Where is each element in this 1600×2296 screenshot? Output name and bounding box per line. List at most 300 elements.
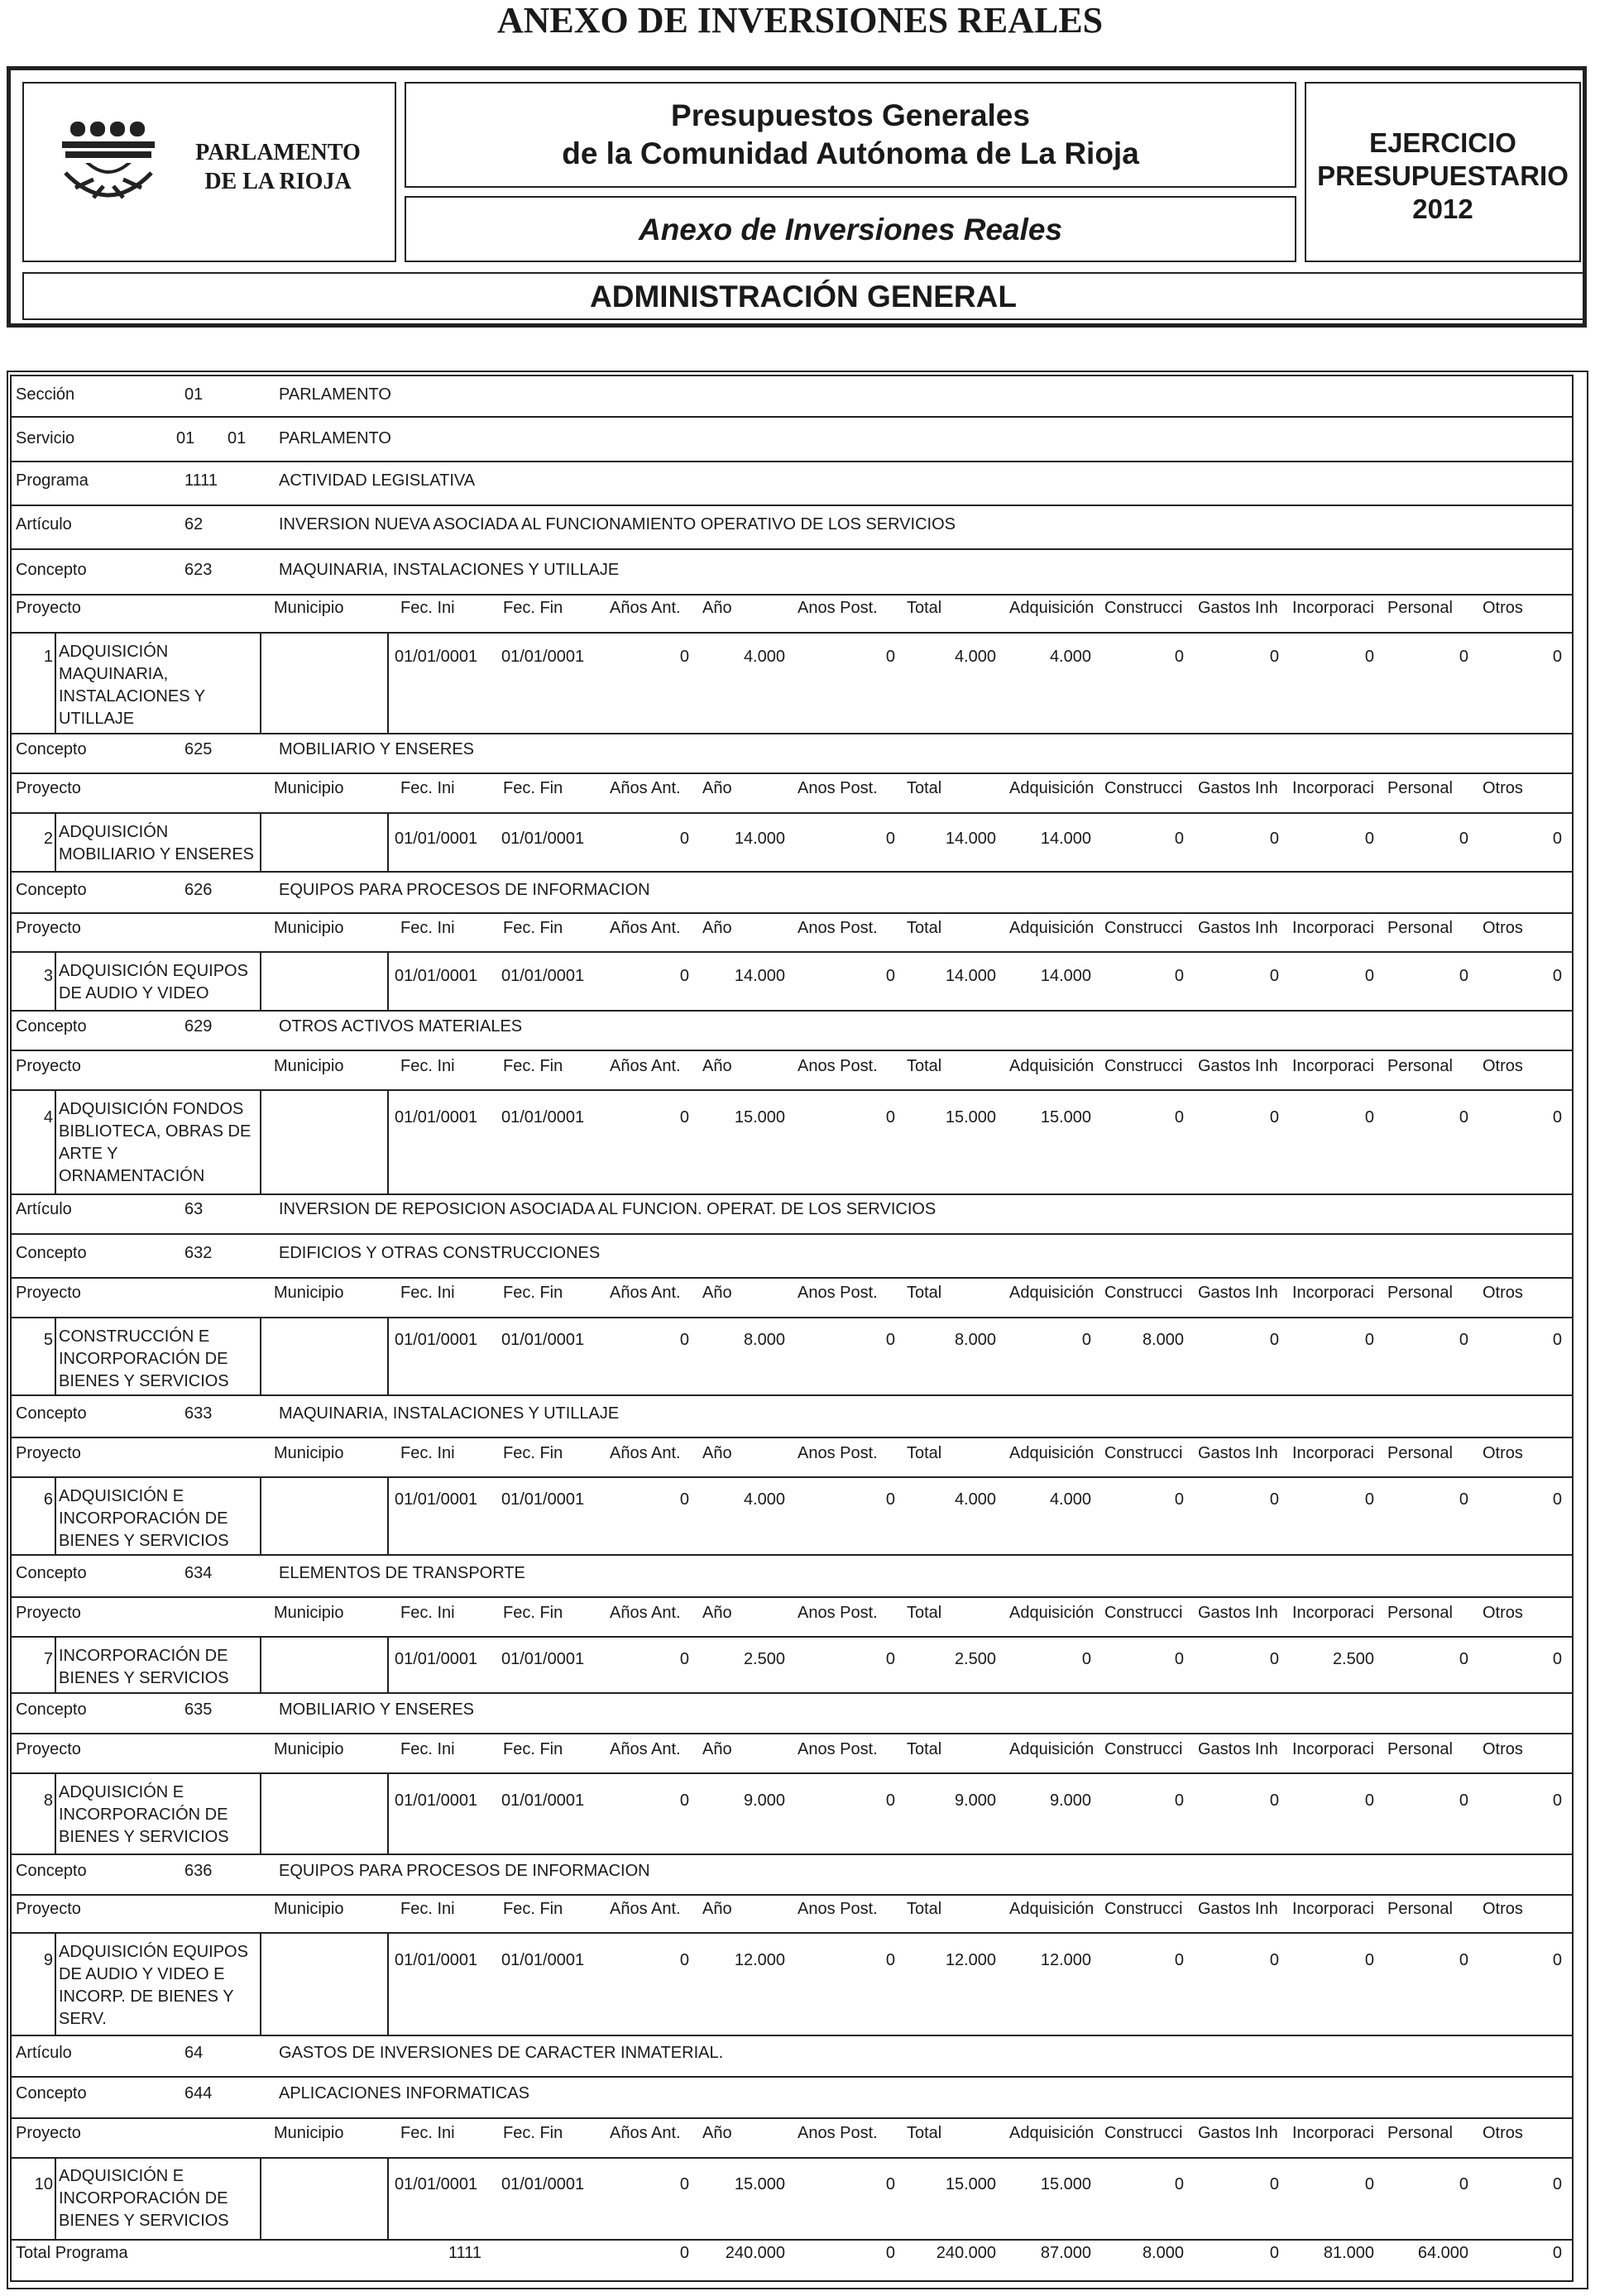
row-divider [12,2157,1572,2159]
column-header: Construcci [1104,1057,1183,1075]
column-header: Años Ant. [610,919,681,937]
project-fec-fin: 01/01/0001 [501,1108,585,1126]
column-divider [55,951,56,1010]
row-divider [12,951,1572,953]
row-name: MAQUINARIA, INSTALACIONES Y UTILLAJE [279,1404,620,1423]
project-description: ADQUISICIÓN E INCORPORACIÓN DE BIENES Y SERVICIOS [59,1487,229,1550]
row-label: Concepto [16,2084,87,2102]
project-description: CONSTRUCCIÓN E INCORPORACIÓN DE BIENES Y SERVICIOS [59,1327,229,1390]
project-incorporacion: 0 [1364,1331,1374,1349]
column-divider [387,1932,389,2035]
row-label: Artículo [16,515,72,533]
row-divider [12,505,1572,506]
column-divider [55,1476,56,1554]
row-label: Programa [16,471,89,490]
column-header: Años Ant. [610,599,681,617]
column-header: Años Ant. [610,1900,681,1918]
column-divider [387,1772,389,1854]
total-incorporacion: 81.000 [1323,2244,1374,2262]
project-ano: 9.000 [743,1791,785,1810]
row-divider [12,812,1572,814]
project-number: 5 [43,1331,53,1349]
project-fec-ini: 01/01/0001 [395,648,478,666]
row-code: 635 [184,1700,213,1719]
column-header: Construcci [1104,1900,1183,1918]
row-label: Concepto [16,1017,87,1036]
project-description: ADQUISICIÓN E INCORPORACIÓN DE BIENES Y SERVICIOS [59,2167,229,2230]
column-header: Municipio [274,2124,344,2142]
column-header: Fec. Ini [400,599,455,617]
row-label: Concepto [16,1244,87,1262]
column-header: Fec. Ini [400,2124,455,2142]
project-fec-fin: 01/01/0001 [501,1951,585,1969]
column-header: Incorporaci [1292,919,1374,937]
column-header: Año [702,919,732,937]
row-divider [12,1596,1572,1598]
column-header: Construcci [1104,1740,1183,1758]
row-label: Concepto [16,1700,87,1719]
project-personal: 0 [1459,648,1468,666]
column-header: Años Ant. [610,2124,681,2142]
total-construccion: 8.000 [1142,2244,1184,2262]
column-header: Total [907,599,942,617]
column-header: Fec. Fin [503,1284,563,1302]
column-header: Personal [1387,1604,1453,1622]
column-header: Fec. Fin [503,919,563,937]
row-code: 01 [176,429,195,447]
column-header: Años Ant. [610,1284,681,1302]
project-construccion: 0 [1174,648,1184,666]
row-divider [12,2117,1572,2119]
project-fec-ini: 01/01/0001 [395,1108,478,1126]
project-anos-ant: 0 [679,1490,689,1509]
column-header: Municipio [274,1057,344,1075]
column-header: Años Ant. [610,1444,681,1462]
row-code: 623 [184,561,213,579]
project-ano: 8.000 [743,1331,785,1349]
ejercicio-year: 2012 [1412,194,1473,224]
project-description: ADQUISICIÓN FONDOS BIBLIOTECA, OBRAS DE ARTE Y ORNAMENTACIÓN [59,1100,251,1185]
column-header: Fec. Fin [503,599,563,617]
row-divider [12,1010,1572,1012]
column-divider [387,2157,389,2239]
row-code: 1111 [184,471,218,490]
row-code: 01 [184,385,204,404]
column-header: Gastos Inh [1198,1900,1278,1918]
total-label: Total Programa [16,2244,128,2262]
row-divider [12,1692,1572,1694]
row-name: MOBILIARIO Y ENSERES [279,740,475,758]
column-header: Año [702,599,732,617]
row-code: 63 [184,1200,204,1218]
column-divider [387,1089,389,1193]
project-gastos-inh: 0 [1269,1791,1279,1810]
column-header: Años Ant. [610,1604,681,1622]
column-header: Fec. Ini [400,1604,455,1622]
presupuestos-box [405,82,1296,188]
project-adquisicion: 4.000 [1049,1490,1091,1509]
project-ano: 14.000 [734,967,785,985]
project-anos-post: 0 [885,1951,895,1969]
column-header: Construcci [1104,1284,1183,1302]
column-header: Incorporaci [1292,1604,1374,1622]
column-header: Anos Post. [798,1740,878,1758]
administracion-box: ADMINISTRACIÓN GENERAL [22,272,1584,320]
column-header: Año [702,779,732,797]
parlamento-name [175,138,381,196]
column-header: Personal [1387,599,1453,617]
parlamento-logo-box [22,82,396,262]
page-title: ANEXO DE INVERSIONES REALES [496,0,1104,41]
column-header: Anos Post. [798,2124,878,2142]
project-fec-fin: 01/01/0001 [501,1791,585,1810]
project-gastos-inh: 0 [1269,830,1279,848]
row-name: EDIFICIOS Y OTRAS CONSTRUCCIONES [279,1244,601,1262]
project-gastos-inh: 0 [1269,1331,1279,1349]
column-header: Municipio [274,1740,344,1758]
column-header: Total [907,1740,942,1758]
project-description: ADQUISICIÓN EQUIPOS DE AUDIO Y VIDEO E INCORP. DE BIENES Y SERV. [59,1943,248,2028]
project-otros: 0 [1552,967,1562,985]
row-name: MOBILIARIO Y ENSERES [279,1700,475,1719]
project-total: 9.000 [954,1791,996,1810]
column-header: Incorporaci [1292,779,1374,797]
row-label: Concepto [16,1862,87,1880]
column-header: Año [702,1740,732,1758]
row-divider [12,1554,1572,1556]
row-divider [12,871,1572,873]
project-fec-ini: 01/01/0001 [395,1951,478,1969]
column-header: Construcci [1104,1444,1183,1462]
project-anos-ant: 0 [679,830,689,848]
project-gastos-inh: 0 [1269,1108,1279,1126]
project-number: 3 [43,967,53,985]
project-otros: 0 [1552,1490,1562,1509]
column-divider [55,1089,56,1193]
column-header: Año [702,2124,732,2142]
row-code: 632 [184,1244,213,1262]
project-total: 4.000 [954,1490,996,1509]
column-header: Proyecto [16,1604,81,1622]
project-incorporacion: 0 [1364,2175,1374,2193]
project-adquisicion: 4.000 [1049,648,1091,666]
column-header: Fec. Ini [400,1900,455,1918]
column-header: Construcci [1104,919,1183,937]
row-code: 634 [184,1564,213,1582]
row-code: 644 [184,2084,213,2102]
column-header: Incorporaci [1292,599,1374,617]
column-divider [387,1476,389,1554]
column-header: Anos Post. [798,779,878,797]
column-header: Personal [1387,779,1453,797]
total-otros: 0 [1552,2244,1562,2262]
ejercicio-line-1: EJERCICIO [1369,127,1516,158]
column-header: Adquisición [1009,1057,1095,1075]
column-header: Total [907,1444,942,1462]
project-incorporacion: 2.500 [1332,1650,1374,1668]
column-header: Anos Post. [798,1604,878,1622]
column-header: Proyecto [16,599,81,617]
project-personal: 0 [1459,1490,1468,1509]
row-name: ELEMENTOS DE TRANSPORTE [279,1564,525,1582]
column-header: Incorporaci [1292,1740,1374,1758]
total-anos-ant: 0 [679,2244,689,2262]
column-header: Año [702,1900,732,1918]
row-label: Concepto [16,1404,87,1423]
project-incorporacion: 0 [1364,1108,1374,1126]
project-total: 4.000 [954,648,996,666]
row-code: 625 [184,740,213,758]
project-anos-post: 0 [885,1490,895,1509]
column-header: Fec. Fin [503,2124,563,2142]
project-adquisicion: 0 [1081,1331,1091,1349]
column-header: Adquisición [1009,1740,1095,1758]
column-header: Anos Post. [798,1444,878,1462]
column-header: Adquisición [1009,599,1095,617]
column-header: Fec. Ini [400,1444,455,1462]
project-construccion: 0 [1174,1791,1184,1810]
row-divider [12,1636,1572,1638]
column-header: Personal [1387,1900,1453,1918]
column-header: Incorporaci [1292,2124,1374,2142]
column-header: Otros [1483,1284,1523,1302]
column-divider [387,951,389,1010]
project-ano: 4.000 [743,648,785,666]
row-divider [12,1394,1572,1396]
project-fec-ini: 01/01/0001 [395,2175,478,2193]
row-divider [12,2076,1572,2078]
parlamento-logo-icon [60,120,160,211]
project-total: 15.000 [945,2175,996,2193]
row-divider [12,1193,1572,1195]
column-header: Años Ant. [610,1740,681,1758]
project-description: ADQUISICIÓN E INCORPORACIÓN DE BIENES Y SERVICIOS [59,1783,229,1846]
row-code: 629 [184,1017,213,1036]
column-header: Municipio [274,919,344,937]
project-total: 14.000 [945,967,996,985]
project-construccion: 0 [1174,1650,1184,1668]
column-divider [55,812,56,871]
total-adquisicion: 87.000 [1040,2244,1091,2262]
project-fec-ini: 01/01/0001 [395,1331,478,1349]
project-gastos-inh: 0 [1269,1951,1279,1969]
project-anos-post: 0 [885,648,895,666]
column-header: Gastos Inh [1198,1057,1278,1075]
total-code: 1111 [448,2244,482,2262]
project-adquisicion: 15.000 [1040,2175,1091,2193]
row-divider [12,2035,1572,2036]
project-fec-fin: 01/01/0001 [501,1331,585,1349]
column-header: Proyecto [16,1284,81,1302]
project-total: 12.000 [945,1951,996,1969]
project-personal: 0 [1459,1108,1468,1126]
project-anos-ant: 0 [679,648,689,666]
project-otros: 0 [1552,1331,1562,1349]
row-divider [12,1437,1572,1438]
column-header: Año [702,1604,732,1622]
row-label: Concepto [16,1564,87,1582]
project-adquisicion: 14.000 [1040,967,1091,985]
column-header: Fec. Ini [400,779,455,797]
column-header: Gastos Inh [1198,1284,1278,1302]
row-divider [12,594,1572,596]
column-header: Municipio [274,779,344,797]
row-label: Sección [16,385,75,404]
project-adquisicion: 14.000 [1040,830,1091,848]
project-total: 8.000 [954,1331,996,1349]
row-divider [12,548,1572,550]
row-name: OTROS ACTIVOS MATERIALES [279,1017,523,1036]
project-number: 9 [43,1951,53,1969]
column-header: Proyecto [16,779,81,797]
project-ano: 12.000 [734,1951,785,1969]
column-divider [55,2157,56,2239]
column-header: Adquisición [1009,919,1095,937]
row-divider [12,1089,1572,1091]
project-gastos-inh: 0 [1269,1650,1279,1668]
row-divider [12,1772,1572,1774]
row-name: EQUIPOS PARA PROCESOS DE INFORMACION [279,881,650,899]
column-header: Anos Post. [798,1900,878,1918]
project-otros: 0 [1552,830,1562,848]
column-header: Municipio [274,1900,344,1918]
column-header: Otros [1483,1740,1523,1758]
row-divider [12,1854,1572,1855]
project-otros: 0 [1552,1951,1562,1969]
project-anos-post: 0 [885,2175,895,2193]
project-personal: 0 [1459,1331,1468,1349]
row-label: Artículo [16,1200,72,1218]
project-anos-post: 0 [885,1650,895,1668]
total-personal: 64.000 [1417,2244,1468,2262]
row-code: 636 [184,1862,213,1880]
row-divider [12,1050,1572,1051]
project-fec-fin: 01/01/0001 [501,1650,585,1668]
column-header: Anos Post. [798,599,878,617]
project-description: ADQUISICIÓN MOBILIARIO Y ENSERES [59,823,255,863]
row-code: 633 [184,1404,213,1423]
column-header: Proyecto [16,1444,81,1462]
project-incorporacion: 0 [1364,1951,1374,1969]
column-header: Total [907,919,942,937]
project-fec-fin: 01/01/0001 [501,967,585,985]
project-description: INCORPORACIÓN DE BIENES Y SERVICIOS [59,1647,229,1687]
total-ano: 240.000 [725,2244,785,2262]
project-adquisicion: 15.000 [1040,1108,1091,1126]
org-line-1: PARLAMENTO [195,140,361,165]
column-header: Personal [1387,919,1453,937]
total-total: 240.000 [936,2244,996,2262]
column-header: Gastos Inh [1198,779,1278,797]
column-header: Adquisición [1009,1900,1095,1918]
project-otros: 0 [1552,1791,1562,1810]
project-anos-ant: 0 [679,967,689,985]
column-header: Anos Post. [798,1057,878,1075]
project-personal: 0 [1459,830,1468,848]
column-header: Fec. Ini [400,1284,455,1302]
column-header: Personal [1387,1740,1453,1758]
project-gastos-inh: 0 [1269,648,1279,666]
column-header: Adquisición [1009,779,1095,797]
project-fec-fin: 01/01/0001 [501,830,585,848]
project-anos-post: 0 [885,967,895,985]
project-anos-ant: 0 [679,1650,689,1668]
row-divider [12,632,1572,634]
total-anos-post: 0 [885,2244,895,2262]
column-header: Gastos Inh [1198,1604,1278,1622]
column-divider [55,1772,56,1854]
project-anos-ant: 0 [679,1791,689,1810]
project-construccion: 8.000 [1142,1331,1184,1349]
project-description: ADQUISICIÓN MAQUINARIA, INSTALACIONES Y UTILLAJE [59,643,205,728]
row-name: INVERSION NUEVA ASOCIADA AL FUNCIONAMIENTO OPERATIVO DE LOS SERVICIOS [279,515,956,533]
project-gastos-inh: 0 [1269,967,1279,985]
presupuestos-line-1: Presupuestos Generales [671,98,1030,132]
column-header: Total [907,1284,942,1302]
row-code: 626 [184,881,213,899]
row-name: EQUIPOS PARA PROCESOS DE INFORMACION [279,1862,650,1880]
column-header: Fec. Fin [503,1604,563,1622]
project-total: 15.000 [945,1108,996,1126]
project-construccion: 0 [1174,1108,1184,1126]
project-fec-fin: 01/01/0001 [501,1490,585,1509]
column-header: Otros [1483,1444,1523,1462]
project-fec-ini: 01/01/0001 [395,1791,478,1810]
row-name: ACTIVIDAD LEGISLATIVA [279,471,476,490]
project-incorporacion: 0 [1364,830,1374,848]
column-header: Gastos Inh [1198,599,1278,617]
ejercicio-line-2: PRESUPUESTARIO [1317,160,1569,191]
project-adquisicion: 12.000 [1040,1951,1091,1969]
row-name: APLICACIONES INFORMATICAS [279,2084,530,2102]
project-personal: 0 [1459,1791,1468,1810]
project-gastos-inh: 0 [1269,2175,1279,2193]
column-header: Personal [1387,1444,1453,1462]
column-header: Incorporaci [1292,1444,1374,1462]
project-anos-post: 0 [885,1331,895,1349]
column-header: Construcci [1104,2124,1183,2142]
project-anos-post: 0 [885,830,895,848]
column-header: Años Ant. [610,779,681,797]
column-header: Total [907,1900,942,1918]
column-header: Fec. Fin [503,779,563,797]
project-personal: 0 [1459,1951,1468,1969]
ejercicio-box [1305,82,1581,262]
project-ano: 14.000 [734,830,785,848]
project-adquisicion: 9.000 [1049,1791,1091,1810]
anexo-box: Anexo de Inversiones Reales [405,196,1296,262]
column-header: Adquisición [1009,1284,1095,1302]
column-header: Proyecto [16,2124,81,2142]
project-fec-ini: 01/01/0001 [395,1490,478,1509]
row-label: Concepto [16,881,87,899]
project-ano: 15.000 [734,1108,785,1126]
column-header: Adquisición [1009,1444,1095,1462]
column-header: Construcci [1104,599,1183,617]
column-header: Otros [1483,1900,1523,1918]
row-code: 62 [184,515,204,533]
column-header: Años Ant. [610,1057,681,1075]
column-divider [55,1932,56,2035]
row-code: 01 [228,429,247,447]
column-header: Construcci [1104,779,1183,797]
column-header: Incorporaci [1292,1284,1374,1302]
column-header: Fec. Fin [503,1740,563,1758]
column-header: Año [702,1057,732,1075]
project-construccion: 0 [1174,830,1184,848]
row-divider [12,2239,1572,2241]
row-divider [12,773,1572,774]
